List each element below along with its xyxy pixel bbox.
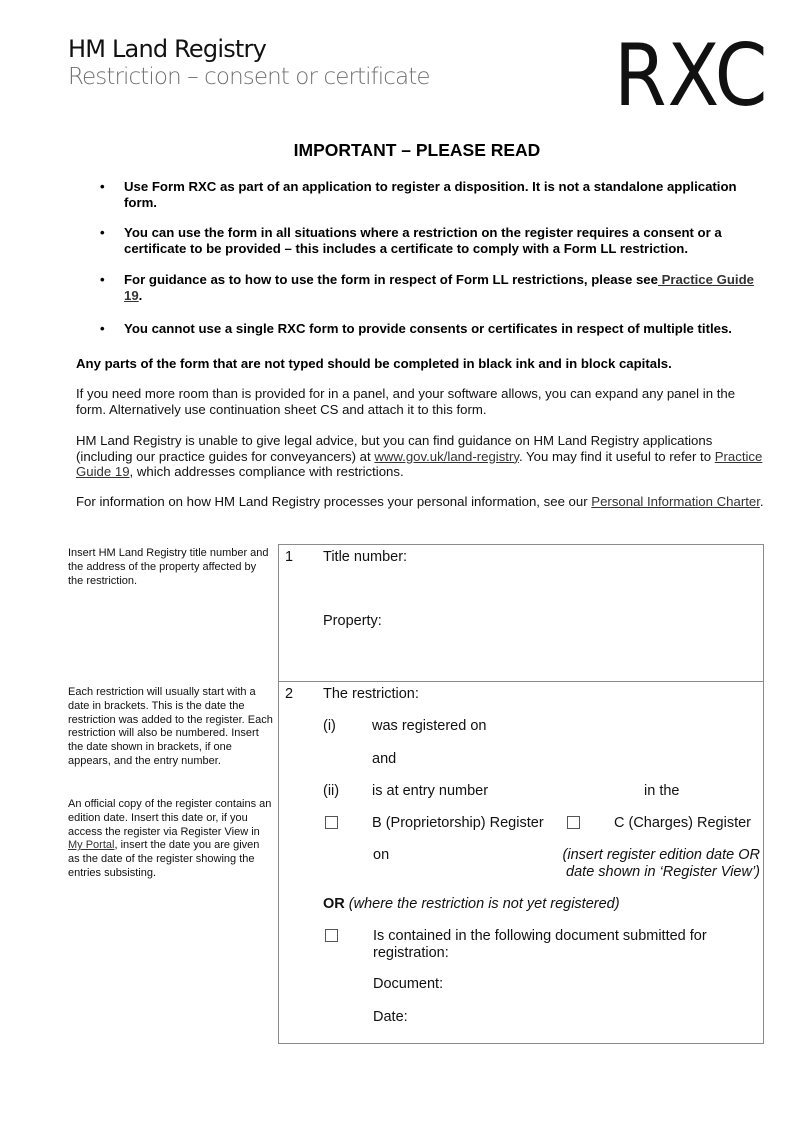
entry-number-field[interactable] [495,781,635,801]
property-field[interactable] [390,610,750,676]
c-register-checkbox[interactable] [567,816,580,829]
edition-date-hint: (insert register edition date OR date shown in ‘Register View’) [562,847,760,880]
guidance-text: An official copy of the register contains an edition date. Insert this date or, if you access the register via Register View in [68,798,272,838]
bullet-text: For guidance as to how to use the form in respect of Form LL restrictions, please see [124,272,658,287]
date-label: Date: [373,1009,408,1025]
practice-guide-19-link[interactable]: Practice Guide 19 [124,272,754,303]
item-i-marker: (i) [323,718,336,734]
important-heading: IMPORTANT – PLEASE READ [293,140,541,160]
document-label: Document: [373,976,444,992]
panel-divider [278,681,764,682]
property-label: Property: [323,613,382,629]
in-the-label: in the [644,783,680,799]
form-title: Restriction – consent or certificate [68,64,430,90]
important-bullet-list [100,179,760,352]
on-label: on [373,847,390,863]
organisation-name: HM Land Registry [68,35,266,63]
personal-info-text-end: . [759,494,764,509]
personal-info-text: For information on how HM Land Registry processes your personal information, see our [76,494,592,509]
b-register-checkbox[interactable] [325,816,338,829]
restriction-heading: The restriction: [323,686,419,702]
block-capitals-note: Any parts of the form that are not typed should be completed in black ink and in block capitals. [76,356,672,371]
bullet-item [100,225,760,257]
document-field[interactable] [450,974,750,994]
form-code-logo: RXC [614,26,769,126]
title-number-label: Title number: [323,549,408,565]
title-number-field[interactable] [420,546,750,602]
registered-on-label: was registered on [372,718,487,734]
c-register-label: C (Charges) Register [614,815,751,831]
panel-2-guidance-edition-date [68,798,273,881]
bullet-icon: • [100,321,105,336]
or-hint: (where the restriction is not yet registered) [348,896,620,912]
guidance-text: , insert the date you are given as the date of the register showing the entries subsisting. [68,839,260,879]
my-portal-link[interactable]: My Portal [68,839,115,852]
document-option-checkbox[interactable] [325,929,338,942]
panel-2-number: 2 [285,686,294,702]
more-room-paragraph: If you need more room than is provided for in a panel, and your software allows, you can expand any panel in the form. Alternatively use continuation sheet CS and attach it to this form. [76,386,736,417]
personal-info-paragraph [76,494,766,510]
panel-2-guidance-restriction-date: Each restriction will usually start with a date in brackets. This is the date the restriction was added to the register. Each restriction will also be numbered. Insert the date shown in brackets, if one appears, and the entry number. [68,686,273,767]
bullet-item [100,179,760,211]
document-option-label: Is contained in the following document submitted for registration: [373,928,707,961]
b-register-label: B (Proprietorship) Register [372,815,544,831]
gov-uk-land-registry-link[interactable]: www.gov.uk/land-registry [374,448,519,464]
practice-guide-19-link[interactable]: Practice Guide 19 [76,448,763,480]
legal-advice-paragraph [76,433,766,480]
panel-1-guidance: Insert HM Land Registry title number and the address of the property affected by the restriction. [68,547,269,587]
bullet-text: Use Form RXC as part of an application to register a disposition. It is not a standalone application form. [124,179,737,210]
registered-on-date-field[interactable] [495,716,750,736]
bullet-text: You can use the form in all situations where a restriction on the register requires a consent or a certificate to be provided – this includes a certificate to comply with a Form LL restriction. [124,225,722,256]
bullet-icon: • [100,225,105,240]
legal-advice-text: , which addresses compliance with restrictions. [129,464,404,480]
bullet-icon: • [100,179,105,194]
personal-information-charter-link[interactable]: Personal Information Charter [591,494,760,509]
item-ii-marker: (ii) [323,783,340,799]
bullet-item [100,321,760,337]
entry-number-label: is at entry number [372,783,489,799]
bullet-icon: • [100,272,105,287]
panel-1-number: 1 [285,549,294,565]
edition-date-field[interactable] [400,845,540,865]
date-field[interactable] [415,1007,750,1027]
bullet-text: You cannot use a single RXC form to provide consents or certificates in respect of multiple titles. [124,321,732,336]
and-label: and [372,751,397,767]
or-line [323,896,620,913]
legal-advice-text: HM Land Registry is unable to give legal advice, but you can find guidance on HM Land Registry applications (including our practice guides for conveyancers) at [76,433,713,464]
bullet-text-end: . [138,288,143,303]
legal-advice-text: . You may find it useful to refer to [518,448,715,464]
bullet-item [100,272,760,304]
or-label: OR [323,896,345,912]
